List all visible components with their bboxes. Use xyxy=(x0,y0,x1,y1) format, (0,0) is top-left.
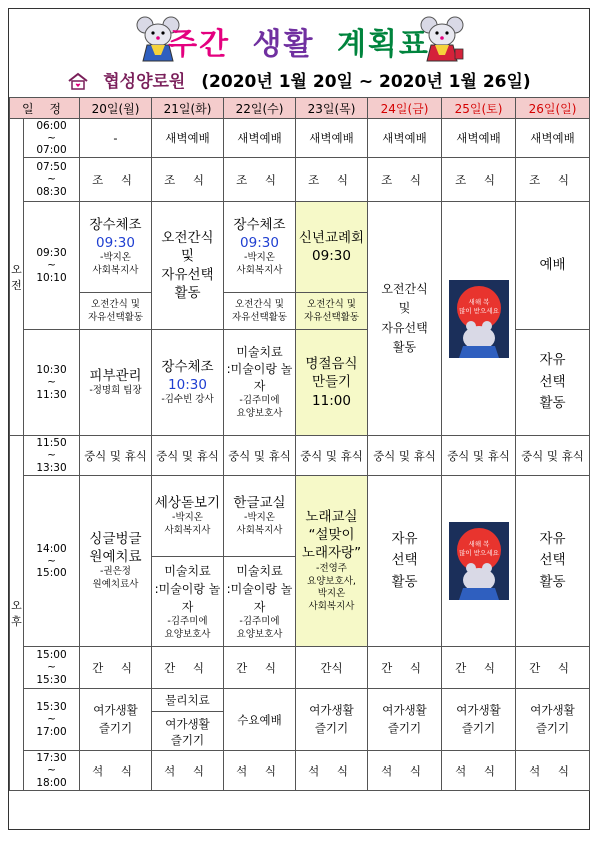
time-cell: 15:00 ~ 15:30 xyxy=(24,647,80,689)
activity-cell: 석 식 xyxy=(516,751,590,791)
poster-cell xyxy=(442,202,516,436)
activity-cell: 석 식 xyxy=(152,751,224,791)
svg-text:많이 받으세요: 많이 받으세요 xyxy=(458,549,499,557)
activity-cell: 석 식 xyxy=(80,751,152,791)
new-year-poster-icon xyxy=(449,280,509,358)
day-header: 22일(수) xyxy=(224,98,296,119)
activity-cell: 자유 선택 활동 xyxy=(516,476,590,647)
activity-cell: 한글교실 -박지온 사회복지사 미술치료 :미술이랑 놀자 -김주미에 요양보호사 xyxy=(224,476,296,647)
table-row xyxy=(10,689,590,751)
activity-cell: 장수체조 10:30 -김수빈 강사 xyxy=(152,330,224,436)
activity-cell: 노래교실 “설맞이 노래자랑” -전영주 요양보호사, 박지온 사회복지사 xyxy=(296,476,368,647)
day-header: 26일(일) xyxy=(516,98,590,119)
time-cell: 11:50 ~ 13:30 xyxy=(24,436,80,476)
day-header: 20일(월) xyxy=(80,98,152,119)
activity-cell: 조 식 xyxy=(368,158,442,202)
table-row xyxy=(10,647,590,689)
activity-cell: 간 식 xyxy=(152,647,224,689)
activity-cell: 새벽예배 xyxy=(296,119,368,158)
activity-cell: 여가생활 즐기기 xyxy=(368,689,442,751)
table-row xyxy=(10,202,590,330)
activity-cell: 중식 및 휴식 xyxy=(368,436,442,476)
day-header: 25일(토) xyxy=(442,98,516,119)
activity-cell: 새벽예배 xyxy=(516,119,590,158)
activity-cell: 조 식 xyxy=(442,158,516,202)
activity-cell: 석 식 xyxy=(224,751,296,791)
activity-cell: 새벽예배 xyxy=(368,119,442,158)
activity-cell: 오전간식 및 자유선택 활동 xyxy=(368,202,442,436)
activity-cell: 장수체조 09:30 -박지온 사회복지사 오전간식 및 자유선택활동 xyxy=(224,202,296,330)
time-cell: 07:50 ~ 08:30 xyxy=(24,158,80,202)
activity-cell: 간 식 xyxy=(80,647,152,689)
activity-cell: 조 식 xyxy=(224,158,296,202)
day-header: 21일(화) xyxy=(152,98,224,119)
time-cell: 09:30 ~ 10:10 xyxy=(24,202,80,330)
activity-cell: 중식 및 휴식 xyxy=(296,436,368,476)
time-cell: 10:30 ~ 11:30 xyxy=(24,330,80,436)
org-name: 협성양로원 xyxy=(103,72,186,92)
activity-cell: 조 식 xyxy=(516,158,590,202)
activity-cell: 물리치료 여가생활 즐기기 xyxy=(152,689,224,751)
time-cell: 14:00 ~ 15:00 xyxy=(24,476,80,647)
house-logo-icon xyxy=(67,72,89,90)
activity-cell: 석 식 xyxy=(442,751,516,791)
activity-cell: 석 식 xyxy=(368,751,442,791)
activity-cell: 조 식 xyxy=(152,158,224,202)
activity-cell: 새벽예배 xyxy=(442,119,516,158)
activity-cell: 여가생활 즐기기 xyxy=(516,689,590,751)
header-label: 일 정 xyxy=(10,98,80,119)
activity-cell: - xyxy=(80,119,152,158)
poster-cell xyxy=(442,476,516,647)
activity-cell: 석 식 xyxy=(296,751,368,791)
activity-cell: 중식 및 휴식 xyxy=(80,436,152,476)
activity-cell: 신년교례회 09:30 오전간식 및 자유선택활동 xyxy=(296,202,368,330)
activity-cell: 예배 xyxy=(516,202,590,330)
day-header: 24일(금) xyxy=(368,98,442,119)
table-row xyxy=(10,476,590,647)
activity-cell: 피부관리 -정명희 팀장 xyxy=(80,330,152,436)
activity-cell: 자유 선택 활동 xyxy=(368,476,442,647)
activity-cell: 간 식 xyxy=(224,647,296,689)
activity-cell: 새벽예배 xyxy=(152,119,224,158)
activity-cell: 오전간식 및 자유선택 활동 xyxy=(152,202,224,330)
activity-cell: 미술치료 :미술이랑 놀자 -김주미에 요양보호사 xyxy=(224,330,296,436)
activity-cell: 중식 및 휴식 xyxy=(224,436,296,476)
activity-cell: 명절음식 만들기 11:00 xyxy=(296,330,368,436)
activity-cell: 여가생활 즐기기 xyxy=(442,689,516,751)
page-header xyxy=(9,9,589,97)
activity-cell: 중식 및 휴식 xyxy=(152,436,224,476)
activity-cell: 중식 및 휴식 xyxy=(516,436,590,476)
table-row xyxy=(10,119,590,158)
page-subtitle xyxy=(9,67,589,92)
date-range: (2020년 1월 20일 ~ 2020년 1월 26일) xyxy=(201,72,531,92)
page-title: 주간 생활 계획표 xyxy=(168,27,430,62)
am-label: 오 전 xyxy=(10,119,24,436)
pm-label: 오 후 xyxy=(10,436,24,791)
activity-cell: 간 식 xyxy=(368,647,442,689)
activity-cell: 수요예배 xyxy=(224,689,296,751)
activity-cell: 간식 xyxy=(296,647,368,689)
activity-cell: 싱글벙글 원예치료 -권은정 원예치료사 xyxy=(80,476,152,647)
activity-cell: 장수체조 09:30 -박지온 사회복지사 오전간식 및 자유선택활동 xyxy=(80,202,152,330)
activity-cell: 세상돋보기 -박지온 사회복지사 미술치료 :미술이랑 놀자 -김주미에 요양보호사 xyxy=(152,476,224,647)
activity-cell: 자유 선택 활동 xyxy=(516,330,590,436)
header-row xyxy=(10,98,590,119)
activity-cell: 여가생활 즐기기 xyxy=(296,689,368,751)
svg-text:새해 복: 새해 복 xyxy=(468,540,489,548)
time-cell: 15:30 ~ 17:00 xyxy=(24,689,80,751)
svg-text:많이 받으세요: 많이 받으세요 xyxy=(458,306,499,315)
table-row xyxy=(10,436,590,476)
activity-cell: 간 식 xyxy=(442,647,516,689)
activity-cell: 새벽예배 xyxy=(224,119,296,158)
day-header: 23일(목) xyxy=(296,98,368,119)
table-row xyxy=(10,158,590,202)
table-row xyxy=(10,751,590,791)
activity-cell: 간 식 xyxy=(516,647,590,689)
activity-cell: 조 식 xyxy=(80,158,152,202)
activity-cell: 중식 및 휴식 xyxy=(442,436,516,476)
time-cell: 06:00 ~ 07:00 xyxy=(24,119,80,158)
schedule-table xyxy=(9,97,590,791)
schedule-page xyxy=(8,8,590,830)
new-year-poster-icon xyxy=(449,522,509,600)
time-cell: 17:30 ~ 18:00 xyxy=(24,751,80,791)
activity-cell: 여가생활 즐기기 xyxy=(80,689,152,751)
activity-cell: 조 식 xyxy=(296,158,368,202)
svg-text:새해 복: 새해 복 xyxy=(468,297,489,306)
